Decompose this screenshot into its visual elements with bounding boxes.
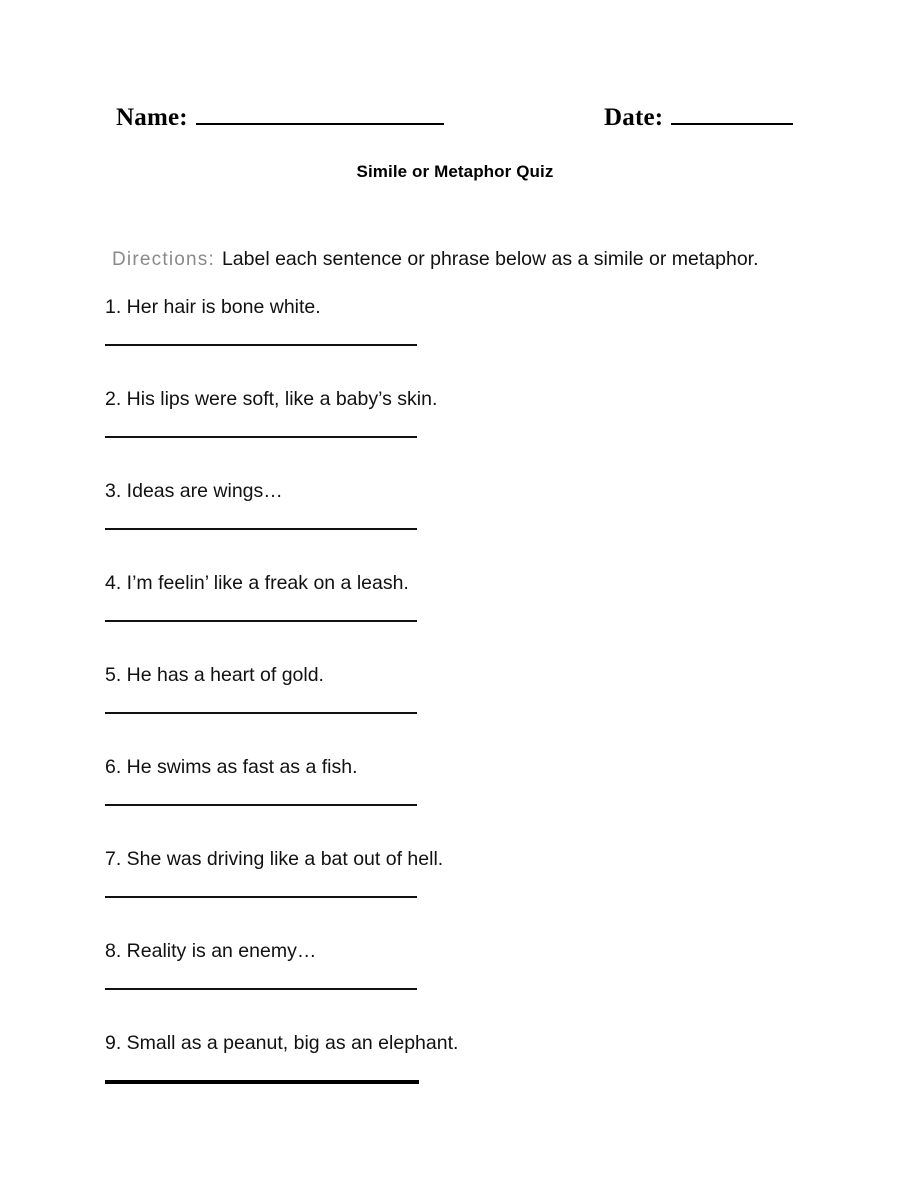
answer-line[interactable] [105,608,417,638]
page-title: Simile or Metaphor Quiz [356,162,554,181]
answer-line[interactable] [105,976,417,1006]
directions [112,248,759,271]
answer-line[interactable] [105,884,417,914]
worksheet-header [0,104,910,138]
name-input-line[interactable] [196,104,444,125]
answer-line[interactable] [105,792,417,822]
question-text: 7. She was driving like a bat out of hell. [105,848,444,870]
name-field-group [116,104,444,132]
question-text: 6. He swims as fast as a fish. [105,756,358,778]
date-label: Date: [604,104,664,131]
list-item [105,570,805,638]
question-list [105,294,805,1122]
answer-line[interactable] [105,516,417,546]
question-text: 9. Small as a peanut, big as an elephant. [105,1032,459,1054]
date-input-line[interactable] [671,104,793,125]
question-text: 3. Ideas are wings… [105,480,283,502]
name-label: Name: [116,104,188,131]
directions-label: Directions: [112,249,215,270]
question-text: 8. Reality is an enemy… [105,940,317,962]
list-item [105,386,805,454]
question-text: 1. Her hair is bone white. [105,296,321,318]
list-item [105,938,805,1006]
directions-text: Label each sentence or phrase below as a simile or metaphor. [221,248,759,270]
question-text: 4. I’m feelin’ like a freak on a leash. [105,572,409,594]
list-item [105,478,805,546]
list-item [105,1030,805,1098]
answer-line[interactable] [105,700,417,730]
answer-line[interactable] [105,332,417,362]
answer-line[interactable] [105,424,417,454]
date-field-group [604,104,793,132]
list-item [105,754,805,822]
question-text: 5. He has a heart of gold. [105,664,324,686]
question-text: 2. His lips were soft, like a baby’s skin. [105,388,438,410]
list-item [105,846,805,914]
list-item [105,294,805,362]
answer-line[interactable] [105,1068,417,1098]
list-item [105,662,805,730]
